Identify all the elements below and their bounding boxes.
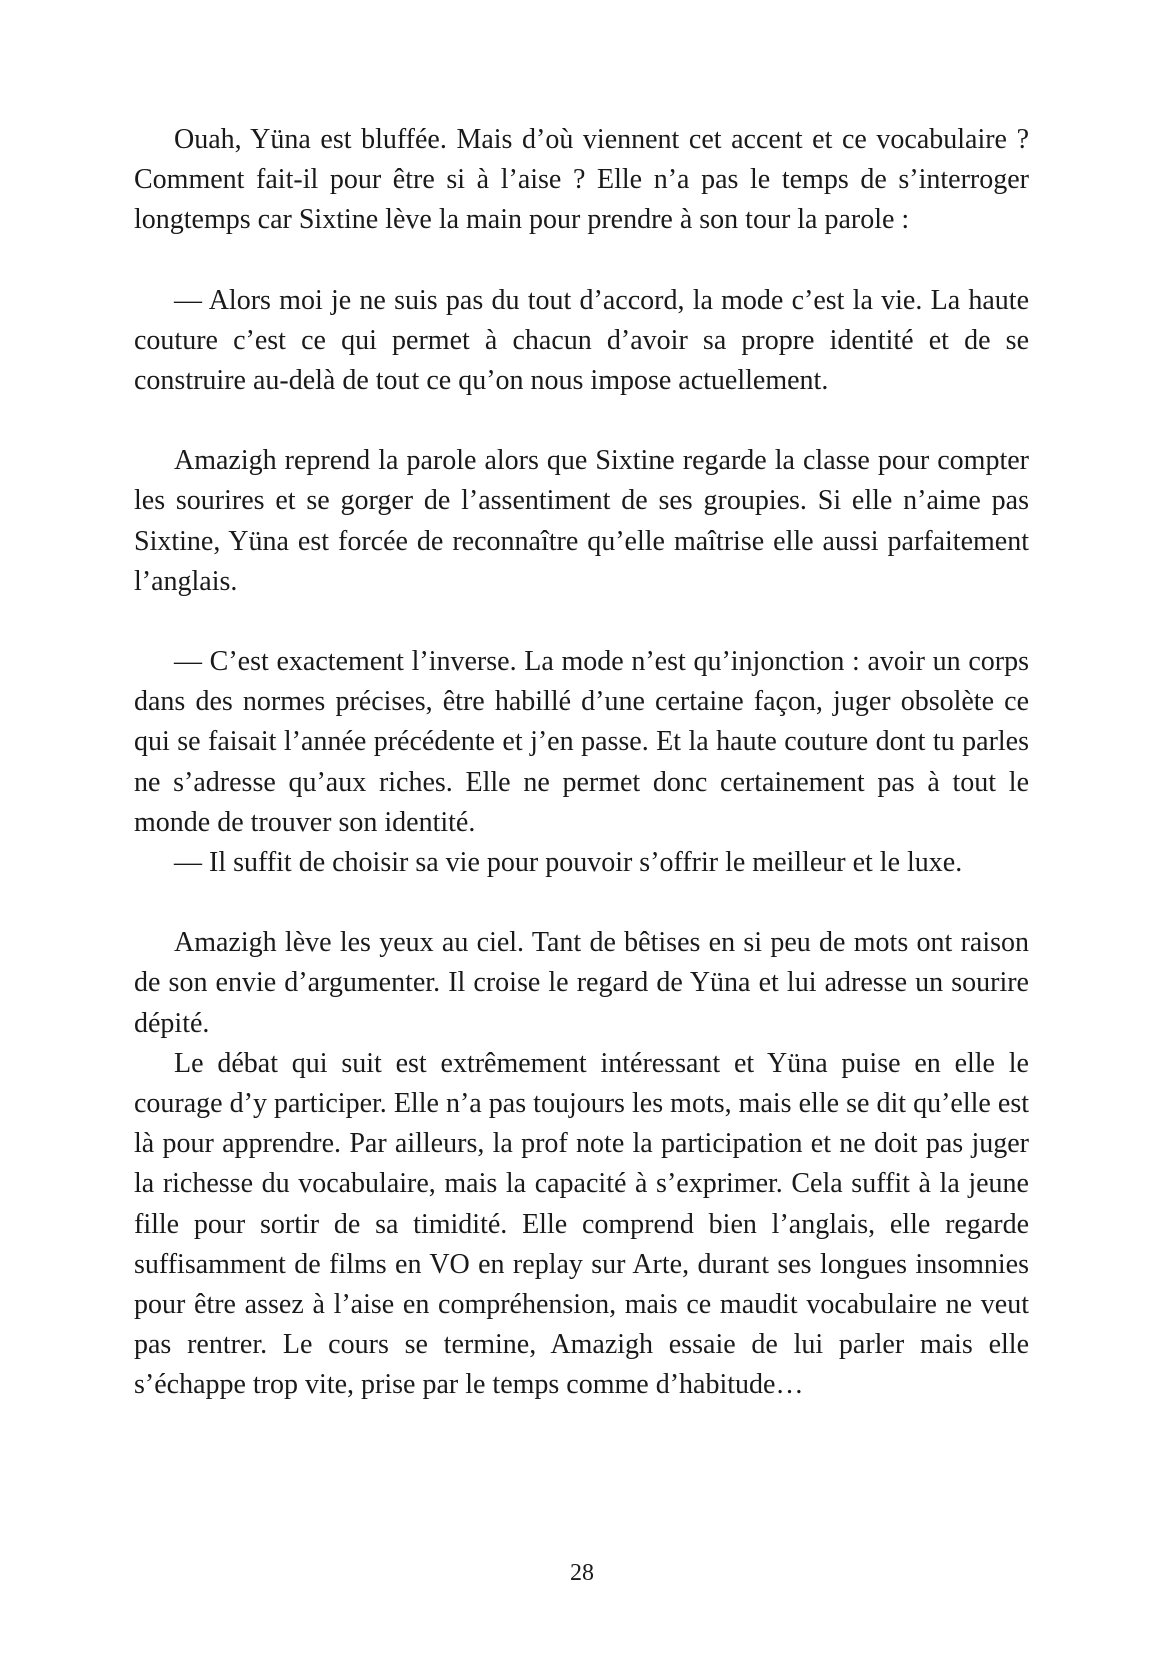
paragraph: — Alors moi je ne suis pas du tout d’accord, la mode c’est la vie. La haute couture c’est ce qui permet à chacun d’avoir sa propre identité et de se construire au-delà de tout ce qu’on nous impose actuellement. bbox=[134, 284, 1029, 397]
paragraph-gap bbox=[134, 883, 1029, 923]
paragraph: Le débat qui suit est extrêmement intéressant et Yüna puise en elle le courage d’y participer. Elle n’a pas toujours les mots, mais elle se dit qu’elle est là pour apprendre. Par ailleurs, la prof note la participation et ne doit pas juger la richesse du vocabulaire, mais la capacité à s’exprimer. Cela suffit à la jeune fille pour sortir de sa timidité. Elle comprend bien l’anglais, elle regarde suffisamment de films en VO en replay sur Arte, durant ses longues insomnies pour être assez à l’aise en compréhension, mais ce maudit vocabulaire ne veut pas rentrer. Le cours se termine, Amazigh essaie de lui parler mais elle s’échappe trop vite, prise par le temps comme d’habitude… bbox=[134, 1047, 1029, 1401]
paragraph-gap bbox=[134, 241, 1029, 281]
paragraph: — C’est exactement l’inverse. La mode n’est qu’injonction : avoir un corps dans des normes précises, être habillé d’une certaine façon, juger obsolète ce qui se faisait l’année précédente et j’en passe. Et la haute couture dont tu parles ne s’adresse qu’aux riches. Elle ne permet donc certainement pas à tout le monde de trouver son identité. bbox=[134, 646, 1029, 838]
paragraph-gap bbox=[134, 602, 1029, 642]
page-number: 28 bbox=[570, 1560, 594, 1586]
paragraph: Ouah, Yüna est bluffée. Mais d’où viennent cet accent et ce vocabulaire ? Comment fait-il pour être si à l’aise ? Elle n’a pas le temps de s’interroger longtemps car Sixtine lève la main pour prendre à son tour la parole : bbox=[134, 124, 1029, 236]
paragraph-gap bbox=[134, 401, 1029, 441]
paragraph: Amazigh lève les yeux au ciel. Tant de bêtises en si peu de mots ont raison de son envie d’argumenter. Il croise le regard de Yüna et lui adresse un sourire dépité. bbox=[134, 927, 1029, 1039]
paragraph: — Il suffit de choisir sa vie pour pouvoir s’offrir le meilleur et le luxe. bbox=[174, 847, 963, 879]
paragraph: Amazigh reprend la parole alors que Sixtine regarde la classe pour compter les sourires et se gorger de l’assentiment de ses groupies. Si elle n’aime pas Sixtine, Yüna est forcée de reconnaître qu’elle maîtrise elle aussi parfaitement l’anglais. bbox=[134, 445, 1029, 597]
page-body bbox=[134, 120, 1029, 1406]
